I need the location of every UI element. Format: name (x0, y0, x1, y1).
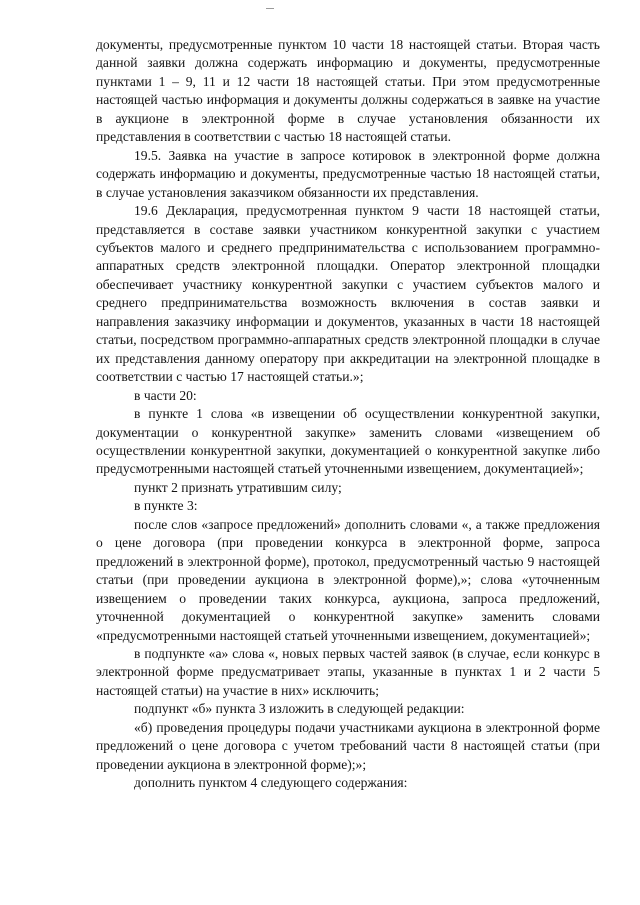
paragraph-subpoint-b-intro: подпункт «б» пункта 3 изложить в следующей редакции: (134, 701, 465, 717)
paragraph-subpoint-a: в подпункте «а» слова «, новых первых частей заявок (в случае, если конкурс в электронной форме предусматривает этапы, указанные в пунктах 1 и 2 части 5 настоящей статьи) на участие в них» исключить; (96, 645, 600, 698)
paragraph-point-2: пункт 2 признать утратившим силу; (134, 479, 342, 495)
paragraph-after-words: после слов «запросе предложений» дополнить словами «, а также предложения о цене договора (при проведении конкурса в электронной форме, запроса предложений в электронной форме), протокол, предусмотренный частью 9 настоящей статьи (при проведении аукциона в электронной форме),»; слова «уточненным извещением о проведении таких конкурса, аукциона, запроса предложений, уточненной документацией о конкурентной закупке» заменить словами «предусмотренными настоящей статьей уточненными извещением, документацией»; (96, 516, 600, 643)
paragraph-subpoint-b-text: «б) проведения процедуры подачи участниками аукциона в электронной форме предложений о цене договора с учетом требований части 8 настоящей статьи (при проведении аукциона в электронной форме);»; (96, 719, 600, 772)
paragraph-part-20: в части 20: (134, 387, 197, 403)
paragraph-19-5: 19.5. Заявка на участие в запросе котировок в электронной форме должна содержать информацию и документы, предусмотренные частью 18 настоящей статьи, в случае установления заказчиком обязанности их представления. (96, 147, 600, 200)
document-page (96, 36, 600, 793)
scan-mark (266, 8, 274, 9)
paragraph-continuation: документы, предусмотренные пунктом 10 части 18 настоящей статьи. Вторая часть данной заявки должна содержать информацию и документы, предусмотренные пунктами 1 – 9, 11 и 12 части 18 настоящей статьи. При этом предусмотренные настоящей частью информация и документы должны содержаться в заявке на участие в аукционе в электронной форме в случае установления обязанности их представления в соответствии с частью 18 настоящей статьи. (96, 37, 600, 145)
paragraph-19-6: 19.6 Декларация, предусмотренная пунктом 9 части 18 настоящей статьи, представляется в составе заявки участником конкурентной закупки с участием субъектов малого и среднего предпринимательства с использованием программно-аппаратных средств электронной площадки. Оператор электронной площадки обеспечивает участнику конкурентной закупки с участием субъектов малого и среднего предпринимательства возможность включения в состав заявки и направления заказчику информации и документов, указанных в части 18 настоящей статьи, посредством программно-аппаратных средств электронной площадки в случае их представления данному оператору при аккредитации на электронной площадке в соответствии с частью 17 настоящей статьи.»; (96, 203, 600, 385)
paragraph-point-1: в пункте 1 слова «в извещении об осуществлении конкурентной закупки, документации о конкурентной закупке» заменить словами «извещением об осуществлении конкурентной закупки, документацией о конкурентной закупке либо предусмотренными настоящей статьей уточненными извещением, документацией»; (96, 406, 600, 477)
paragraph-point-3: в пункте 3: (134, 498, 198, 514)
paragraph-add-point-4: дополнить пунктом 4 следующего содержания: (134, 775, 408, 791)
